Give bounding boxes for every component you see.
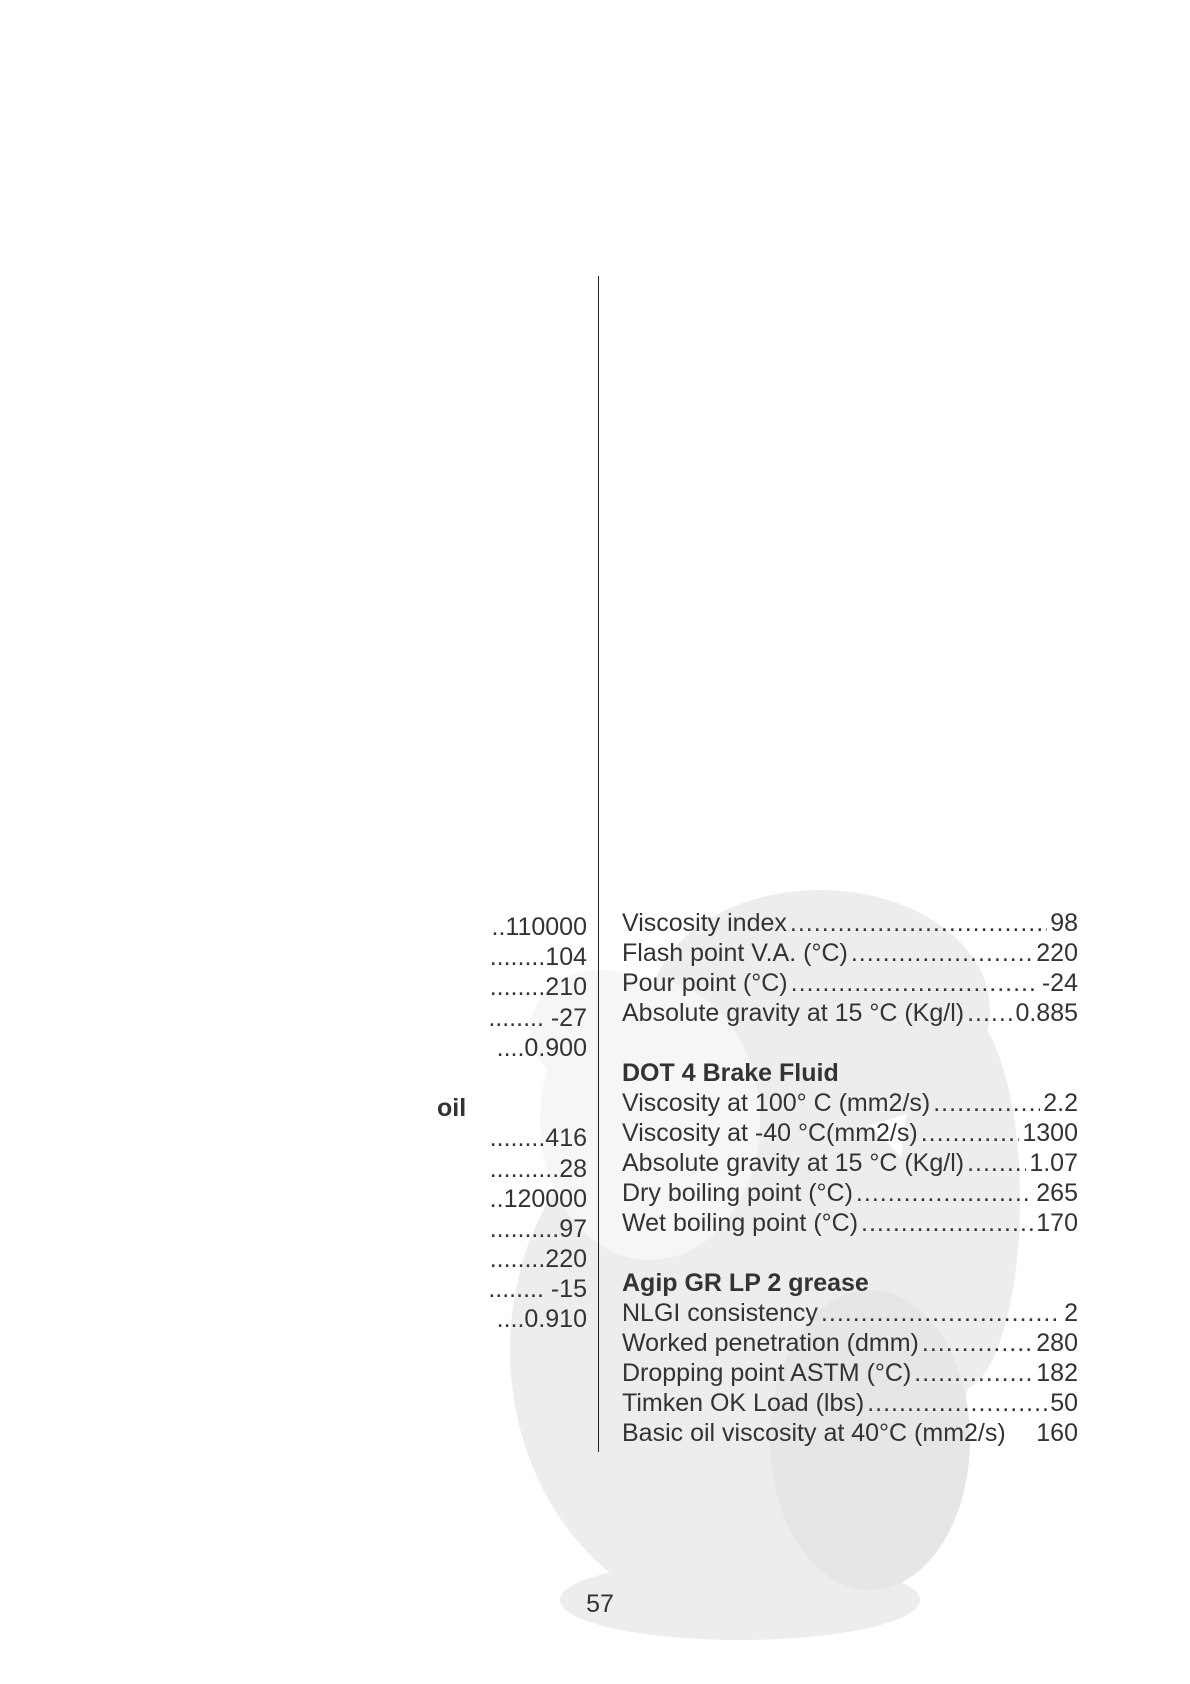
dot-leader [790, 908, 1047, 938]
left-column-line: ....0.910 [496, 1305, 587, 1334]
spec-label: Viscosity at 100° C (mm2/s) [622, 1089, 931, 1117]
spec-row [622, 1208, 1078, 1238]
spec-value: 182 [1036, 1359, 1078, 1387]
left-column-cut-off [427, 912, 587, 1335]
dot-leader [861, 1208, 1033, 1238]
spec-row [622, 1328, 1078, 1358]
spec-value: 2 [1064, 1299, 1078, 1327]
spec-label: Timken OK Load (lbs) [622, 1389, 865, 1417]
spec-value: 170 [1036, 1209, 1078, 1237]
spec-value: -24 [1041, 969, 1078, 997]
spec-row [622, 1148, 1078, 1178]
spec-row [622, 1298, 1078, 1328]
dot-leader [967, 1148, 1026, 1178]
grease-spec-list [622, 1298, 1078, 1448]
left-column-line: ........220 [489, 1245, 587, 1274]
spec-label: Flash point V.A. (°C) [622, 939, 848, 967]
spec-value: 98 [1050, 909, 1078, 937]
spec-row [622, 1418, 1078, 1448]
spec-label: Wet boiling point (°C) [622, 1209, 859, 1237]
left-column-line: ........210 [489, 973, 587, 1002]
column-divider [598, 276, 599, 1452]
left-column-line: ........ -27 [488, 1003, 587, 1032]
oil-spec-list [622, 908, 1078, 1028]
spec-label: Pour point (°C) [622, 969, 788, 997]
dot-leader [967, 998, 1012, 1028]
spec-label: Viscosity at -40 °C(mm2/s) [622, 1119, 918, 1147]
spec-row [622, 998, 1078, 1028]
left-column-line [427, 1063, 587, 1093]
spec-label: Basic oil viscosity at 40°C (mm2/s) [622, 1419, 1006, 1447]
left-column-line: ..........97 [489, 1214, 587, 1243]
spec-row [622, 968, 1078, 998]
dot-leader [933, 1088, 1040, 1118]
spec-value: 50 [1050, 1389, 1078, 1417]
spec-row [622, 1388, 1078, 1418]
page-number: 57 [586, 1590, 614, 1618]
left-column-line: ........416 [489, 1124, 587, 1153]
left-column-line: ..........28 [489, 1154, 587, 1183]
dot-leader [921, 1118, 1020, 1148]
left-column-line: ........104 [489, 943, 587, 972]
dot-leader [867, 1388, 1047, 1418]
dot-leader [821, 1298, 1061, 1328]
spec-row [622, 1118, 1078, 1148]
spec-value: 160 [1036, 1419, 1078, 1447]
grease-heading: Agip GR LP 2 grease [622, 1269, 869, 1297]
spec-label: Dropping point ASTM (°C) [622, 1359, 912, 1387]
brake-fluid-spec-list [622, 1088, 1078, 1238]
dot-leader [914, 1358, 1033, 1388]
spec-value: 0.885 [1015, 999, 1078, 1027]
dot-leader [922, 1328, 1033, 1358]
spec-label: Dry boiling point (°C) [622, 1179, 853, 1207]
spec-row [622, 1088, 1078, 1118]
right-column [622, 908, 1078, 1448]
left-column-line: ........ -15 [488, 1275, 587, 1304]
spec-value: 2.2 [1043, 1089, 1078, 1117]
left-column-line: ..110000 [491, 913, 587, 941]
dot-leader [791, 968, 1039, 998]
left-column-line: oil [437, 1094, 467, 1123]
spec-value: 1300 [1022, 1119, 1078, 1147]
left-column-line: ..120000 [489, 1184, 587, 1213]
spec-label: Absolute gravity at 15 °C (Kg/l) [622, 999, 965, 1027]
spec-row [622, 908, 1078, 938]
spec-row [622, 1358, 1078, 1388]
spec-value: 220 [1036, 939, 1078, 967]
spec-label: Worked penetration (dmm) [622, 1329, 919, 1357]
spec-label: Absolute gravity at 15 °C (Kg/l) [622, 1149, 965, 1177]
dot-leader [856, 1178, 1033, 1208]
brake-fluid-heading: DOT 4 Brake Fluid [622, 1059, 839, 1087]
spec-value: 280 [1036, 1329, 1078, 1357]
spec-label: NLGI consistency [622, 1299, 818, 1327]
spec-row [622, 938, 1078, 968]
spec-value: 265 [1036, 1179, 1078, 1207]
left-column-line: ....0.900 [496, 1033, 587, 1062]
spec-row [622, 1178, 1078, 1208]
spec-label: Viscosity index [622, 909, 787, 937]
spec-value: 1.07 [1029, 1149, 1078, 1177]
dot-leader [851, 938, 1033, 968]
